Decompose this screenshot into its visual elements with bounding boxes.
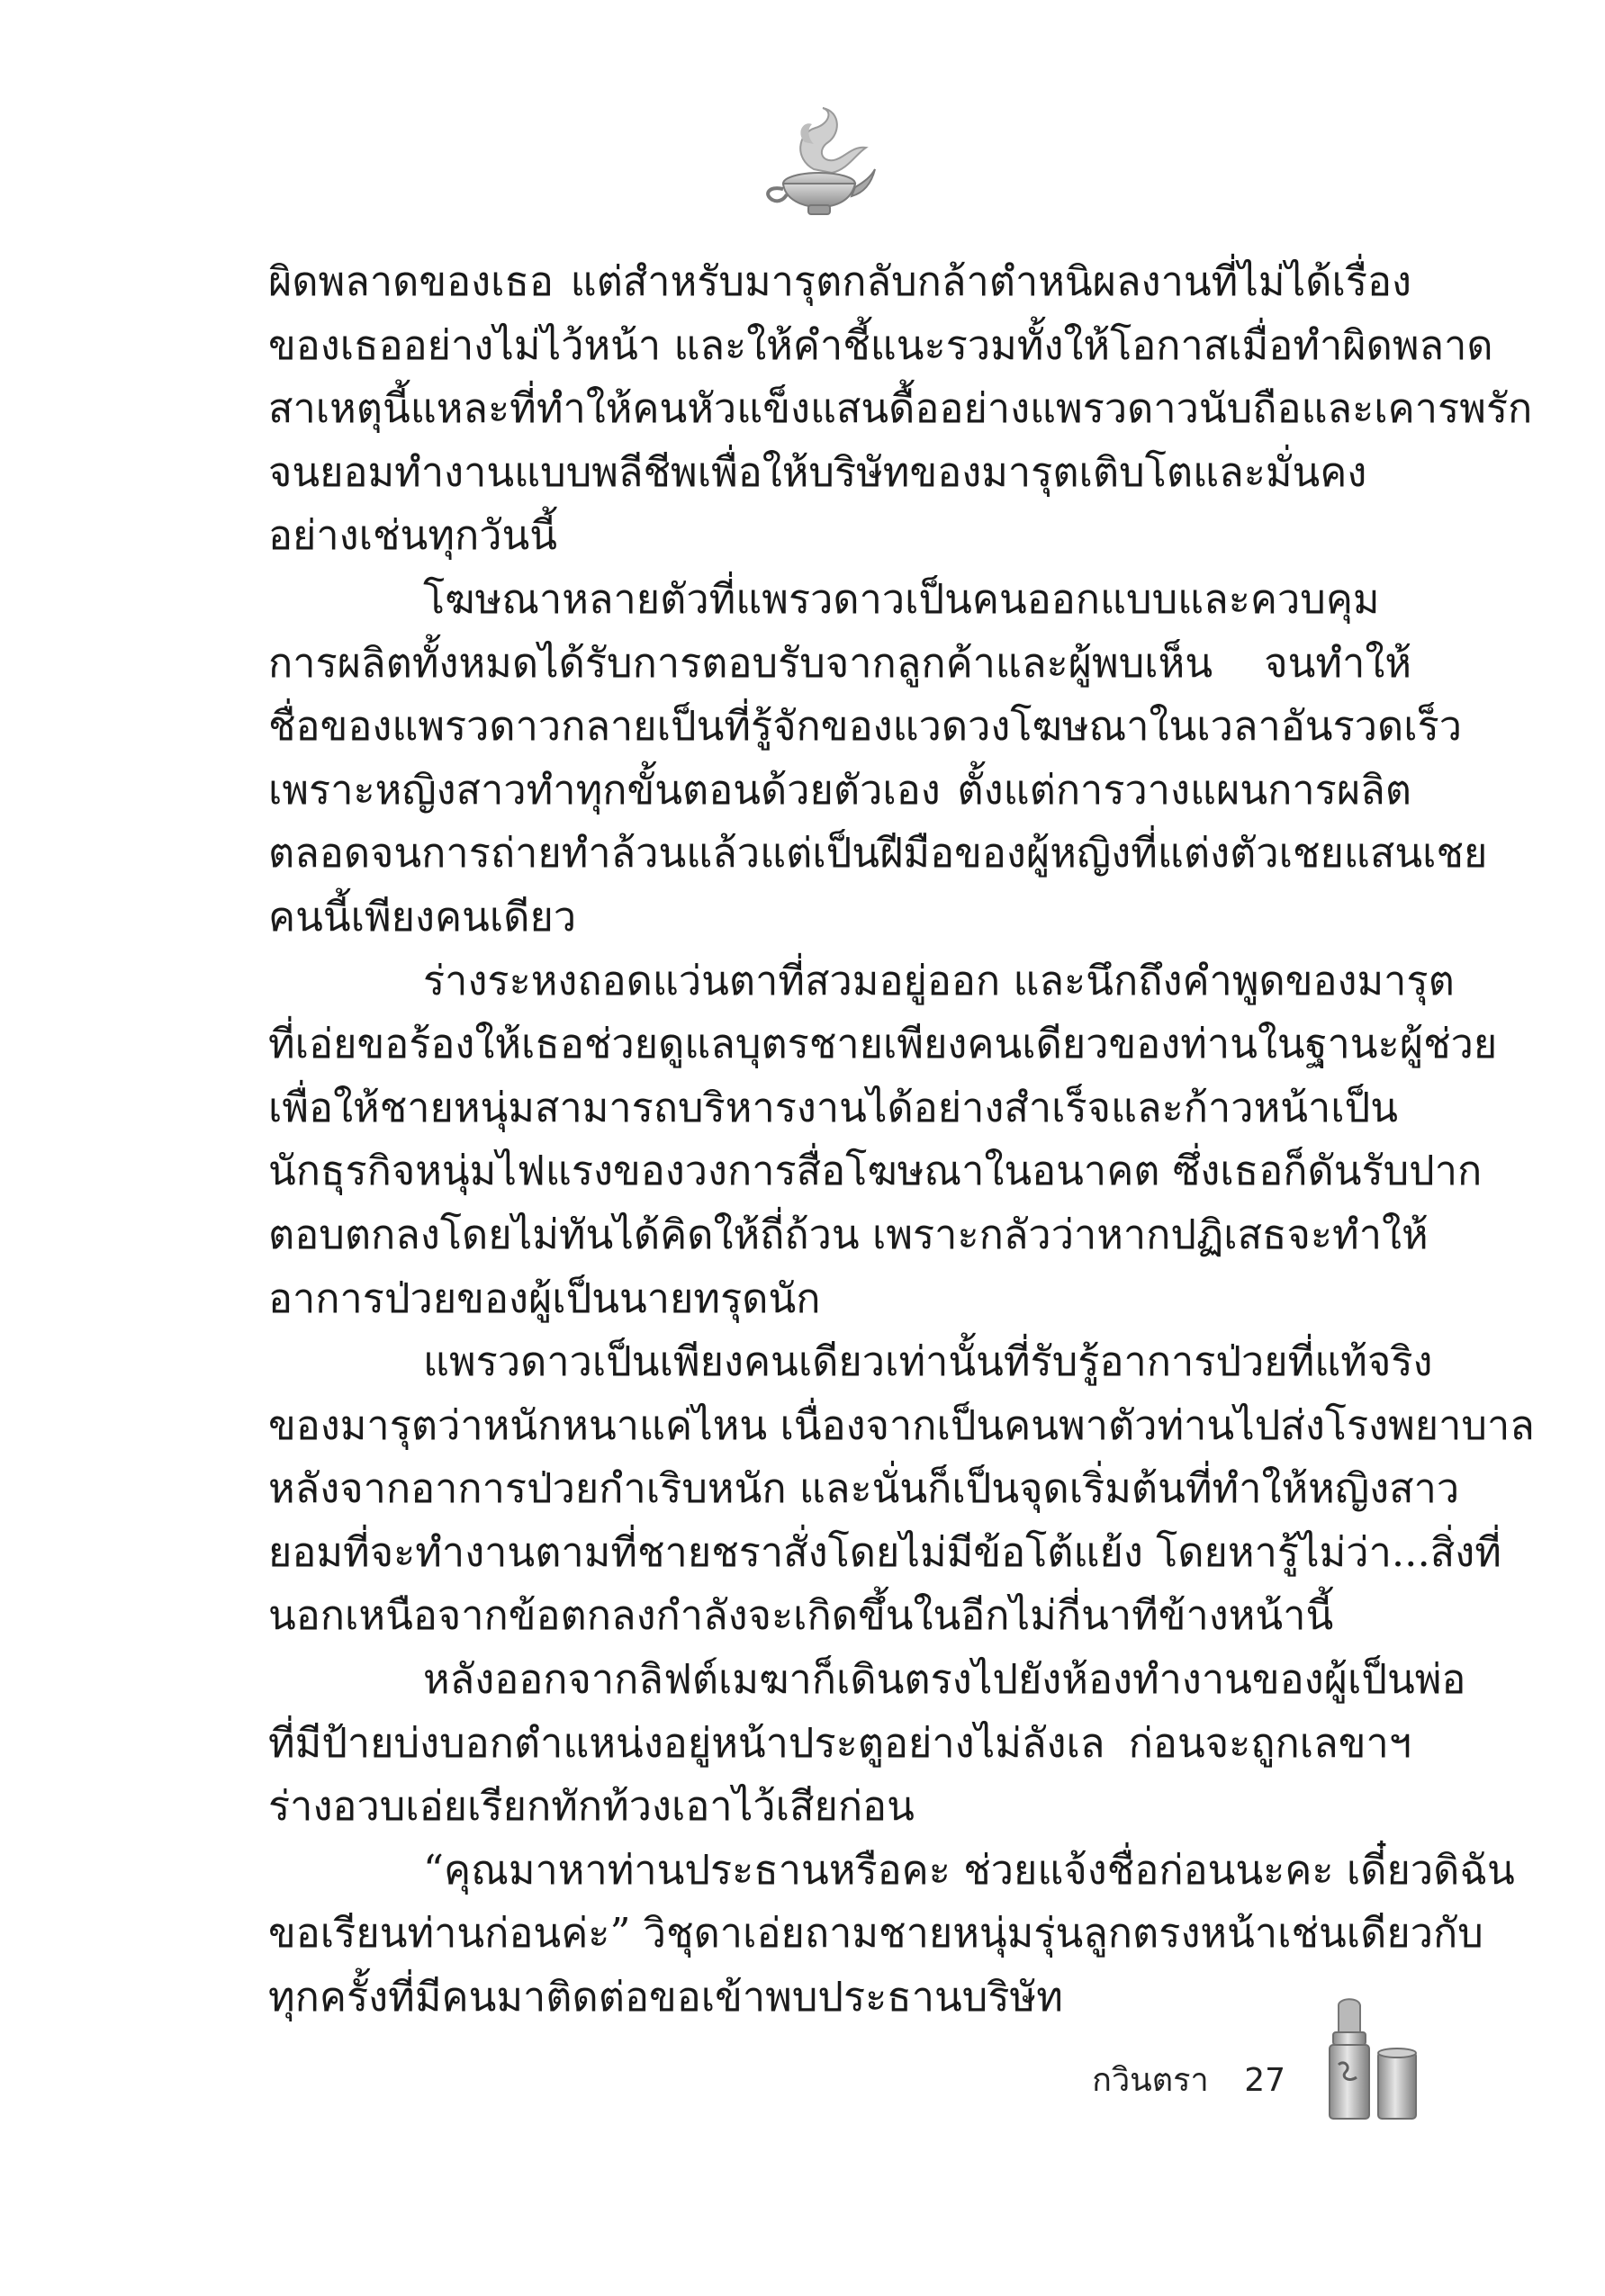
body-line: เพื่อให้ชายหนุ่มสามารถบริหารงานได้อย่างสำเร็จและก้าวหน้าเป็น xyxy=(268,1083,1398,1131)
body-line: “คุณมาหาท่านประธานหรือคะ ช่วยแจ้งชื่อก่อนนะคะ เดี๋ยวดิฉัน xyxy=(423,1845,1515,1894)
body-line: เพราะหญิงสาวทำทุกขั้นตอนด้วยตัวเอง ตั้งแต่การวางแผนการผลิต xyxy=(268,765,1411,814)
book-title: กวินตรา xyxy=(1092,2062,1209,2099)
page-footer xyxy=(1092,2054,1285,2105)
body-line: ของมารุตว่าหนักหนาแค่ไหน เนื่องจากเป็นคนพาตัวท่านไปส่งโรงพยาบาล xyxy=(268,1400,1535,1449)
body-line: ร่างอวบเอ่ยเรียกทักท้วงเอาไว้เสียก่อน xyxy=(268,1782,915,1831)
page-number: 27 xyxy=(1244,2062,1285,2099)
body-line: อาการป่วยของผู้เป็นนายทรุดนัก xyxy=(268,1274,821,1322)
body-line: นอกเหนือจากข้อตกลงกำลังจะเกิดขึ้นในอีกไม่กี่นาทีข้างหน้านี้ xyxy=(268,1591,1334,1640)
body-line: นักธุรกิจหนุ่มไฟแรงของวงการสื่อโฆษณาในอนาคต ซึ่งเธอก็ดันรับปาก xyxy=(268,1147,1483,1195)
lipstick-icon xyxy=(1319,1996,1425,2122)
body-line: จนยอมทำงานแบบพลีชีพเพื่อให้บริษัทของมารุตเติบโตและมั่นคง xyxy=(268,447,1367,496)
body-line: ผิดพลาดของเธอ แต่สำหรับมารุตกลับกล้าตำหนิผลงานที่ไม่ได้เรื่อง xyxy=(268,257,1411,305)
body-line: ที่มีป้ายบ่งบอกตำแหน่งอยู่หน้าประตูอย่างไม่ลังเล ก่อนจะถูกเลขาฯ xyxy=(268,1718,1411,1767)
body-line: อย่างเช่นทุกวันนี้ xyxy=(268,511,558,560)
body-line: หลังออกจากลิฟต์เมฆาก็เดินตรงไปยังห้องทำงานของผู้เป็นพ่อ xyxy=(423,1655,1466,1704)
body-line: คนนี้เพียงคนเดียว xyxy=(268,892,577,941)
body-line: แพรวดาวเป็นเพียงคนเดียวเท่านั้นที่รับรู้อาการป่วยที่แท้จริง xyxy=(423,1337,1433,1386)
body-line: ตอบตกลงโดยไม่ทันได้คิดให้ถี่ถ้วน เพราะกลัวว่าหากปฏิเสธจะทำให้ xyxy=(268,1210,1429,1258)
body-line: ขอเรียนท่านก่อนค่ะ” วิชุดาเอ่ยถามชายหนุ่มรุ่นลูกตรงหน้าเช่นเดียวกับ xyxy=(268,1909,1483,1958)
body-line: ชื่อของแพรวดาวกลายเป็นที่รู้จักของแวดวงโฆษณาในเวลาอันรวดเร็ว xyxy=(268,702,1463,751)
body-line: ของเธออย่างไม่ไว้หน้า และให้คำชี้แนะรวมทั้งให้โอกาสเมื่อทำผิดพลาด xyxy=(268,320,1493,369)
body-line: ทุกครั้งที่มีคนมาติดต่อขอเข้าพบประธานบริษัท xyxy=(268,1973,1063,2021)
body-line: โฆษณาหลายตัวที่แพรวดาวเป็นคนออกแบบและควบคุม xyxy=(423,574,1380,623)
body-line: ตลอดจนการถ่ายทำล้วนแล้วแต่เป็นฝีมือของผู้หญิงที่แต่งตัวเชยแสนเชย xyxy=(268,829,1488,878)
body-line: การผลิตทั้งหมดได้รับการตอบรับจากลูกค้าและผู้พบเห็น จนทำให้ xyxy=(268,638,1411,687)
body-line: ร่างระหงถอดแว่นตาที่สวมอยู่ออก และนึกถึงคำพูดของมารุต xyxy=(423,956,1455,1004)
body-line: ที่เอ่ยขอร้องให้เธอช่วยดูแลบุตรชายเพียงคนเดียวของท่านในฐานะผู้ช่วย xyxy=(268,1020,1498,1068)
body-text xyxy=(268,250,1535,2030)
body-line: สาเหตุนี้แหละที่ทำให้คนหัวแข็งแสนดื้ออย่างแพรวดาวนับถือและเคารพรัก xyxy=(268,384,1533,433)
body-line: ยอมที่จะทำงานตามที่ชายชราสั่งโดยไม่มีข้อโต้แย้ง โดยหารู้ไม่ว่า...สิ่งที่ xyxy=(268,1527,1501,1576)
genie-lamp-icon xyxy=(758,106,877,220)
body-line: หลังจากอาการป่วยกำเริบหนัก และนั่นก็เป็นจุดเริ่มต้นที่ทำให้หญิงสาว xyxy=(268,1464,1460,1513)
